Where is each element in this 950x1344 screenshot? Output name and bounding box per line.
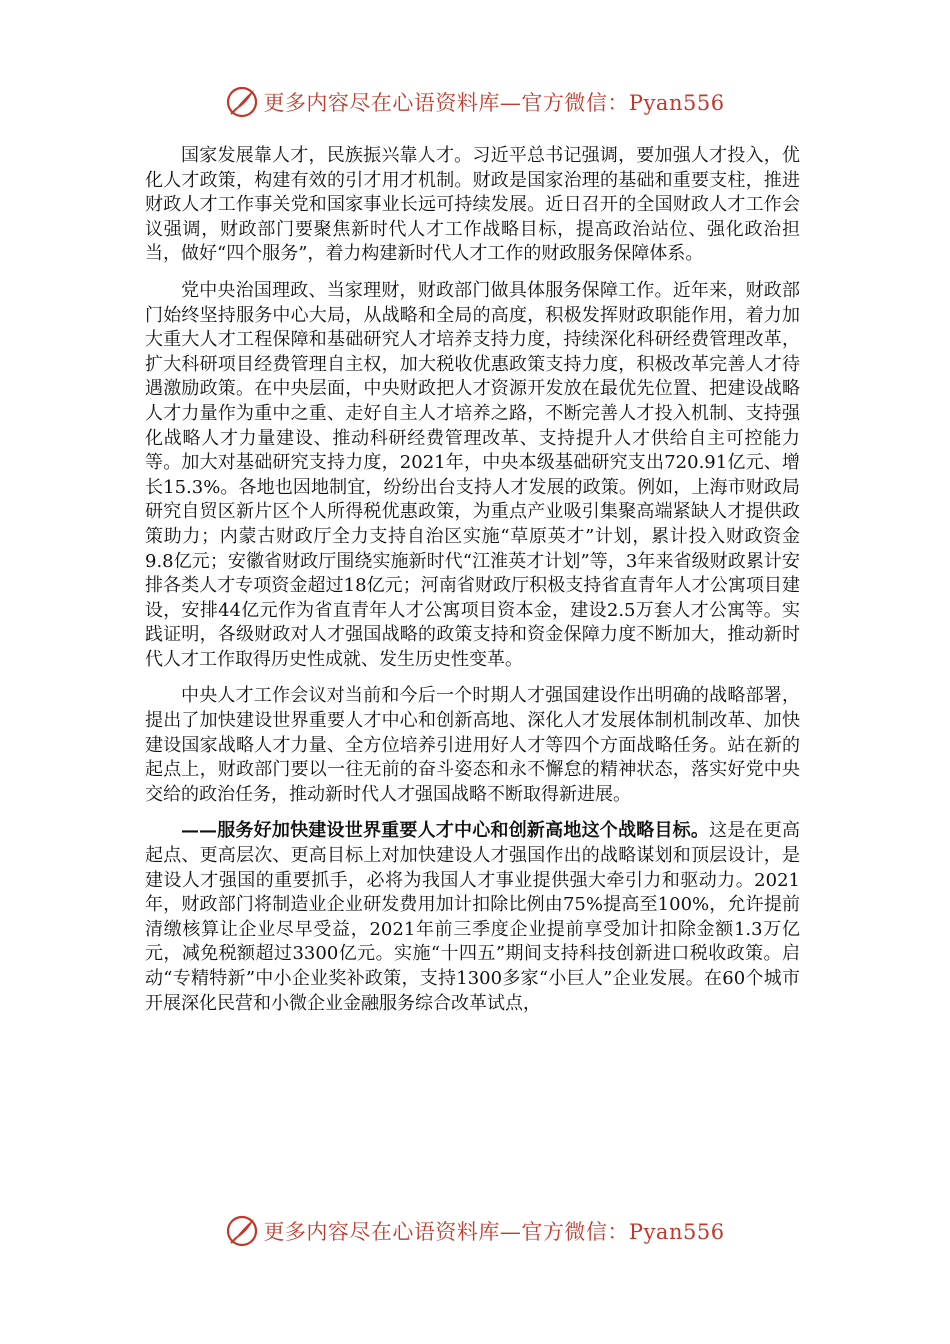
footer-banner[interactable] xyxy=(0,1211,950,1251)
article-body xyxy=(145,144,800,1028)
paragraph-2: 党中央治国理政、当家理财，财政部门做具体服务保障工作。近年来，财政部门始终坚持服务中心大局，从战略和全局的高度，积极发挥财政职能作用，着力加大重大人才工程保障和基础研究人才培养支持力度，持续深化科研经费管理改革，扩大科研项目经费管理自主权，加大税收优惠政策支持力度，积极改革完善人才待遇激励政策。在中央层面，中央财政把人才资源开发放在最优先位置、把建设战略人才力量作为重中之重、走好自主人才培养之路，不断完善人才投入机制、支持强化战略人才力量建设、推动科研经费管理改革、支持提升人才供给自主可控能力等。加大对基础研究支持力度，2021年，中央本级基础研究支出720.91亿元、增长15.3%。各地也因地制宜，纷纷出台支持人才发展的政策。例如，上海市财政局研究自贸区新片区个人所得税优惠政策，为重点产业吸引集聚高端紧缺人才提供政策助力；内蒙古财政厅全力支持自治区实施“草原英才”计划，累计投入财政资金9.8亿元；安徽省财政厅围绕实施新时代“江淮英才计划”等，3年来省级财政累计安排各类人才专项资金超过18亿元；河南省财政厅积极支持省直青年人才公寓项目建设，安排44亿元作为省直青年人才公寓项目资本金，建设2.5万套人才公寓等。实践证明，各级财政对人才强国战略的政策支持和资金保障力度不断加大，推动新时代人才工作取得历史性成就、发生历史性变革。 xyxy=(145,279,800,670)
paragraph-3: 中央人才工作会议对当前和今后一个时期人才强国建设作出明确的战略部署，提出了加快建设世界重要人才中心和创新高地、深化人才发展体制机制改革、加快建设国家战略人才力量、全方位培养引进用好人才等四个方面战略任务。站在新的起点上，财政部门要以一往无前的奋斗姿态和永不懈怠的精神状态，落实好党中央交给的政治任务，推动新时代人才强国战略不断取得新进展。 xyxy=(145,685,800,805)
quill-pen-logo-icon xyxy=(225,85,259,119)
footer-banner-text: 更多内容尽在心语资料库—官方微信：Pyan556 xyxy=(263,1220,725,1244)
quill-pen-logo-icon xyxy=(225,1214,259,1248)
paragraph-4 xyxy=(145,819,800,1016)
section-heading: ——服务好加快建设世界重要人才中心和创新高地这个战略目标。 xyxy=(181,820,710,842)
paragraph-1: 国家发展靠人才，民族振兴靠人才。习近平总书记强调，要加强人才投入，优化人才政策，构建有效的引才用才机制。财政是国家治理的基础和重要支柱，推进财政人才工作事关党和国家事业长远可持续发展。近日召开的全国财政人才工作会议强调，财政部门要聚焦新时代人才工作战略目标，提高政治站位、强化政治担当，做好“四个服务”，着力构建新时代人才工作的财政服务保障体系。 xyxy=(145,145,800,265)
paragraph-4-body: 这是在更高起点、更高层次、更高目标上对加快建设人才强国作出的战略谋划和顶层设计，是建设人才强国的重要抓手，必将为我国人才事业提供强大牵引力和驱动力。2021年，财政部门将制造业企业研发费用加计扣除比例由75%提高至100%，允许提前清缴核算让企业尽早受益，2021年前三季度企业提前享受加计扣除金额1.3万亿元，减免税额超过3300亿元。实施“十四五”期间支持科技创新进口税收政策。启动“专精特新”中小企业奖补政策，支持1300多家“小巨人”企业发展。在60个城市开展深化民营和小微企业金融服务综合改革试点， xyxy=(145,820,800,1014)
header-banner[interactable] xyxy=(0,82,950,122)
header-banner-text: 更多内容尽在心语资料库—官方微信：Pyan556 xyxy=(263,91,725,115)
